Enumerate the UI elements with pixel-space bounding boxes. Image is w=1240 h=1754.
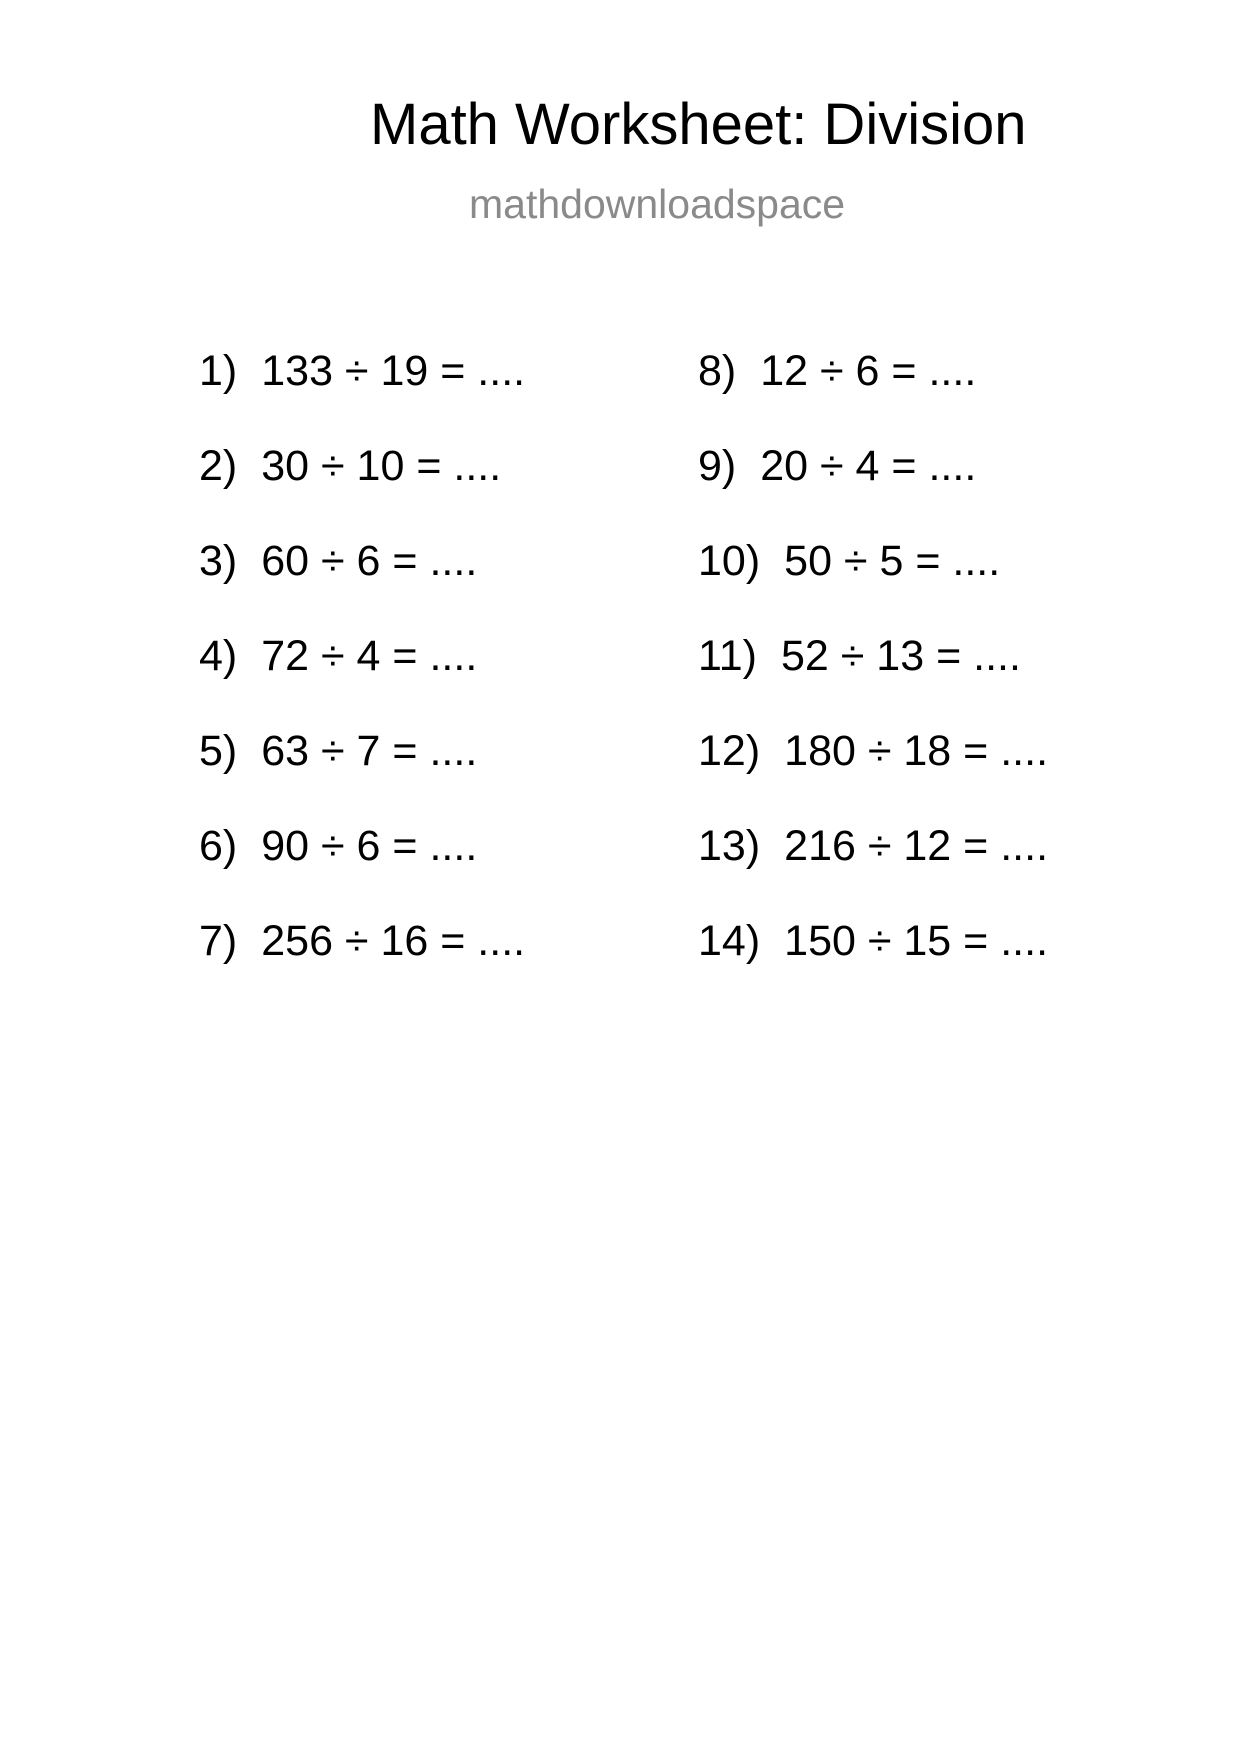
problem-8 — [698, 347, 1218, 445]
problem-number: 1) — [199, 347, 238, 395]
problem-expression: 50 ÷ 5 = .... — [784, 537, 1001, 585]
problem-number: 10) — [698, 537, 761, 585]
problem-13 — [698, 822, 1218, 920]
problem-expression: 72 ÷ 4 = .... — [261, 632, 478, 680]
problem-expression: 52 ÷ 13 = .... — [780, 632, 1021, 680]
problem-expression: 180 ÷ 18 = .... — [784, 727, 1049, 775]
problems-column-left — [199, 347, 719, 1015]
problem-number: 14) — [698, 917, 761, 965]
problem-expression: 150 ÷ 15 = .... — [784, 917, 1049, 965]
problems-column-right — [698, 347, 1218, 1015]
problem-expression: 256 ÷ 16 = .... — [261, 917, 526, 965]
problem-14 — [698, 917, 1218, 1015]
problem-7 — [199, 917, 719, 1015]
problem-expression: 12 ÷ 6 = .... — [760, 347, 977, 395]
problem-12 — [698, 727, 1218, 825]
problem-9 — [698, 442, 1218, 540]
problem-5 — [199, 727, 719, 825]
problem-number: 6) — [199, 822, 238, 870]
problem-number: 3) — [199, 537, 238, 585]
problem-11 — [698, 632, 1218, 730]
problem-expression: 60 ÷ 6 = .... — [261, 537, 478, 585]
problem-4 — [199, 632, 719, 730]
problem-2 — [199, 442, 719, 540]
problem-number: 9) — [698, 442, 737, 490]
problem-expression: 133 ÷ 19 = .... — [261, 347, 526, 395]
problem-number: 12) — [698, 727, 761, 775]
problem-10 — [698, 537, 1218, 635]
problem-1 — [199, 347, 719, 445]
problem-3 — [199, 537, 719, 635]
problem-expression: 63 ÷ 7 = .... — [261, 727, 478, 775]
problem-number: 4) — [199, 632, 238, 680]
problem-expression: 20 ÷ 4 = .... — [760, 442, 977, 490]
problem-number: 13) — [698, 822, 761, 870]
problem-number: 2) — [199, 442, 238, 490]
problem-6 — [199, 822, 719, 920]
problem-number: 5) — [199, 727, 238, 775]
problem-expression: 30 ÷ 10 = .... — [261, 442, 502, 490]
problem-number: 7) — [199, 917, 238, 965]
problem-number: 8) — [698, 347, 737, 395]
problem-expression: 90 ÷ 6 = .... — [261, 822, 478, 870]
page-title: Math Worksheet: Division — [370, 92, 1027, 157]
problem-expression: 216 ÷ 12 = .... — [784, 822, 1049, 870]
page-subtitle: mathdownloadspace — [469, 181, 846, 227]
problem-number: 11) — [698, 632, 757, 680]
